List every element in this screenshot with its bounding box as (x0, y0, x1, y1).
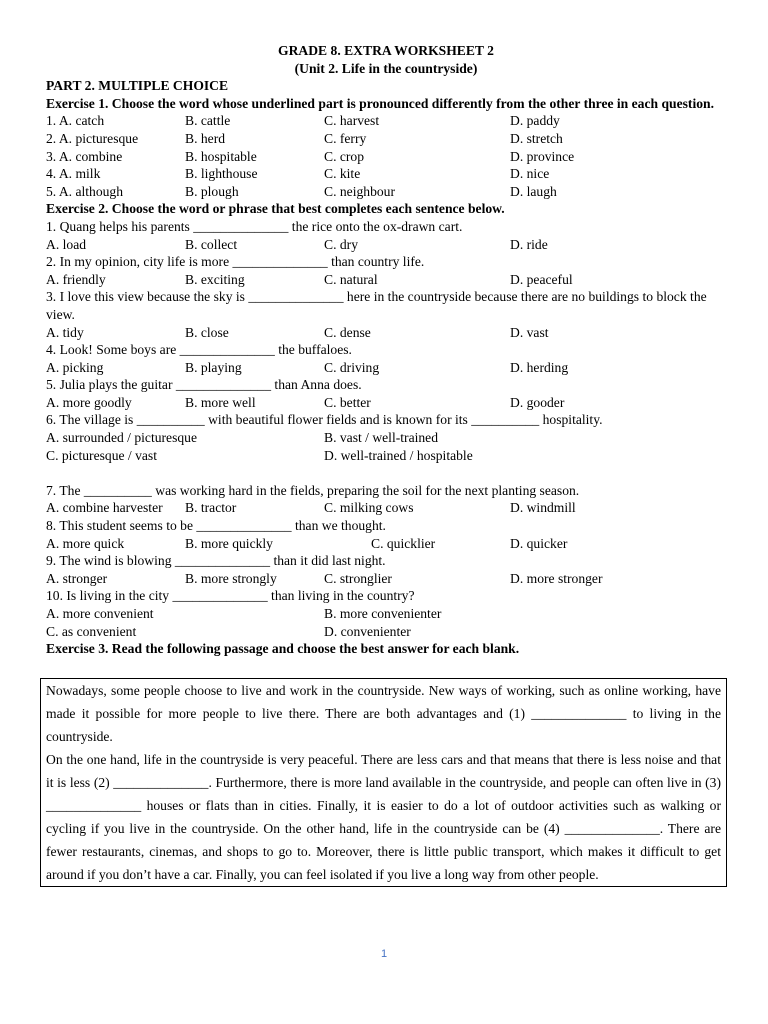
exercise-1-option[interactable]: D. nice (510, 166, 550, 182)
exercise-1-row (46, 130, 726, 148)
exercise-1-option[interactable]: B. hospitable (185, 148, 257, 164)
answer-option[interactable]: D. windmill (510, 500, 576, 516)
question-text: 2. In my opinion, city life is more ______________ than country life. (46, 254, 425, 270)
exercise-1-option[interactable]: B. plough (185, 183, 239, 199)
question-text: 1. Quang helps his parents ______________ the rice onto the ox-drawn cart. (46, 218, 463, 234)
answer-row (46, 447, 726, 465)
exercise-1-option[interactable]: C. kite (324, 166, 361, 182)
answer-option[interactable]: A. load (46, 236, 87, 252)
answer-option[interactable]: B. vast / well-trained (324, 430, 439, 446)
answer-option[interactable]: B. more quickly (185, 535, 273, 551)
answer-option[interactable]: C. quicklier (371, 535, 436, 551)
exercise-1-option[interactable]: C. ferry (324, 130, 367, 146)
answer-row (46, 570, 726, 588)
page-number: 1 (380, 948, 388, 960)
exercise-1-option[interactable]: D. province (510, 148, 575, 164)
exercise-1-option[interactable]: 2. A. picturesque (46, 130, 139, 146)
exercise-1-option[interactable]: C. harvest (324, 113, 380, 129)
answer-option[interactable]: C. milking cows (324, 500, 414, 516)
exercise-1-heading: Exercise 1. Choose the word whose underlined part is pronounced differently from the other three in each question. (46, 95, 714, 111)
exercise-1-row (46, 148, 726, 166)
answer-option[interactable]: C. better (324, 394, 371, 410)
question-text: 4. Look! Some boys are ______________ the buffaloes. (46, 342, 352, 358)
exercise-3-passage (40, 678, 727, 887)
answer-row (46, 429, 726, 447)
answer-option[interactable]: D. more stronger (510, 570, 603, 586)
exercise-1-row (46, 112, 726, 130)
passage-paragraph-1: Nowadays, some people choose to live and work in the countryside. New ways of working, such as online working, have made it possible for more people to live there. There are both advantages and (1) ______________ to living in the countryside. (46, 683, 721, 744)
answer-option[interactable]: A. friendly (46, 271, 106, 287)
question-text: 7. The __________ was working hard in the fields, preparing the soil for the next planting season. (46, 482, 580, 498)
passage-paragraph-2: On the one hand, life in the countryside is very peaceful. There are less cars and that means that there is less noise and that it is less (2) ______________. Furthermore, there is more land available in the countryside, and people can often live in (3) ______________ houses or flats than in cities. Finally, it is easier to do a lot of outdoor activities such as walking or cycling if you live in the countryside. On the other hand, life in the countryside can be (4) ______________. There are fewer restaurants, cinemas, and shops to go to. Moreover, there is little public transport, which makes it difficult to get around if you don’t have a car. Finally, you can feel isolated if you live a long way from other people. (46, 752, 721, 882)
question-text: 5. Julia plays the guitar ______________ than Anna does. (46, 377, 362, 393)
answer-option[interactable]: C. stronglier (324, 570, 392, 586)
exercise-1-option[interactable]: 5. A. although (46, 183, 124, 199)
exercise-1-option[interactable]: D. laugh (510, 183, 557, 199)
part-heading: PART 2. MULTIPLE CHOICE (46, 78, 229, 94)
answer-row (46, 324, 726, 342)
answer-option[interactable]: D. herding (510, 359, 569, 375)
answer-option[interactable]: B. more well (185, 394, 256, 410)
answer-option[interactable]: C. driving (324, 359, 380, 375)
answer-option[interactable]: B. more convenienter (324, 606, 442, 621)
question-text: 10. Is living in the city ______________ than living in the country? (46, 588, 415, 604)
answer-option[interactable]: A. more goodly (46, 394, 132, 410)
exercise-1-option[interactable]: D. stretch (510, 130, 563, 146)
answer-option[interactable]: A. stronger (46, 570, 108, 586)
answer-row (46, 394, 726, 412)
answer-option[interactable]: B. close (185, 324, 229, 340)
answer-option[interactable]: C. as convenient (46, 623, 137, 639)
answer-option[interactable]: D. gooder (510, 394, 565, 410)
answer-option[interactable]: B. more strongly (185, 570, 277, 586)
exercise-1-option[interactable]: 1. A. catch (46, 113, 105, 129)
answer-row (46, 499, 726, 517)
answer-option[interactable]: A. combine harvester (46, 500, 163, 516)
answer-option[interactable]: C. dense (324, 324, 371, 340)
answer-option[interactable]: A. more convenient (46, 606, 154, 621)
exercise-1-option[interactable]: 3. A. combine (46, 148, 123, 164)
exercise-1-option[interactable]: C. neighbour (324, 183, 395, 199)
exercise-2-questions (46, 218, 726, 640)
exercise-1-row (46, 183, 726, 201)
answer-option[interactable]: B. playing (185, 359, 242, 375)
exercise-1-option[interactable]: 4. A. milk (46, 166, 101, 182)
answer-row (46, 236, 726, 254)
answer-option[interactable]: C. dry (324, 236, 358, 252)
answer-option[interactable]: A. picking (46, 359, 104, 375)
answer-row (46, 535, 726, 553)
exercise-2-heading: Exercise 2. Choose the word or phrase that best completes each sentence below. (46, 201, 505, 217)
exercise-1-option[interactable]: B. cattle (185, 113, 231, 129)
worksheet-content (46, 42, 726, 658)
question-text: 9. The wind is blowing ______________ than it did last night. (46, 553, 386, 569)
worksheet-title: GRADE 8. EXTRA WORKSHEET 2 (278, 43, 494, 58)
exercise-3-heading: Exercise 3. Read the following passage and choose the best answer for each blank. (46, 641, 520, 657)
exercise-1-option[interactable]: C. crop (324, 148, 365, 164)
answer-option[interactable]: C. picturesque / vast (46, 447, 157, 463)
answer-option[interactable]: B. exciting (185, 271, 245, 287)
answer-option[interactable]: D. peaceful (510, 271, 573, 287)
exercise-1-option[interactable]: B. herd (185, 130, 226, 146)
worksheet-subtitle: (Unit 2. Life in the countryside) (294, 60, 478, 76)
answer-row (46, 271, 726, 289)
answer-row (46, 623, 726, 641)
exercise-1-row (46, 165, 726, 183)
answer-row (46, 605, 726, 623)
answer-option[interactable]: C. natural (324, 271, 378, 287)
answer-option[interactable]: A. tidy (46, 324, 84, 340)
question-text: 8. This student seems to be ______________ than we thought. (46, 518, 386, 534)
answer-option[interactable]: A. surrounded / picturesque (46, 430, 198, 446)
answer-option[interactable]: B. collect (185, 236, 238, 252)
answer-option[interactable]: D. vast (510, 324, 549, 340)
question-text: 6. The village is __________ with beautiful flower fields and is known for its __________ hospitality. (46, 412, 603, 428)
exercise-1-option[interactable]: B. lighthouse (185, 166, 258, 182)
exercise-1-option[interactable]: D. paddy (510, 113, 560, 129)
exercise-1-questions (46, 112, 726, 200)
answer-option[interactable]: B. tractor (185, 500, 237, 516)
answer-option[interactable]: A. more quick (46, 535, 125, 551)
answer-option[interactable]: D. quicker (510, 535, 568, 551)
answer-option[interactable]: D. well-trained / hospitable (324, 447, 473, 463)
spacer (46, 464, 726, 482)
answer-row (46, 359, 726, 377)
answer-option[interactable]: D. convenienter (324, 623, 411, 639)
answer-option[interactable]: D. ride (510, 236, 548, 252)
question-text: 3. I love this view because the sky is ______________ here in the countryside because there are no buildings to block the view. (46, 289, 707, 322)
